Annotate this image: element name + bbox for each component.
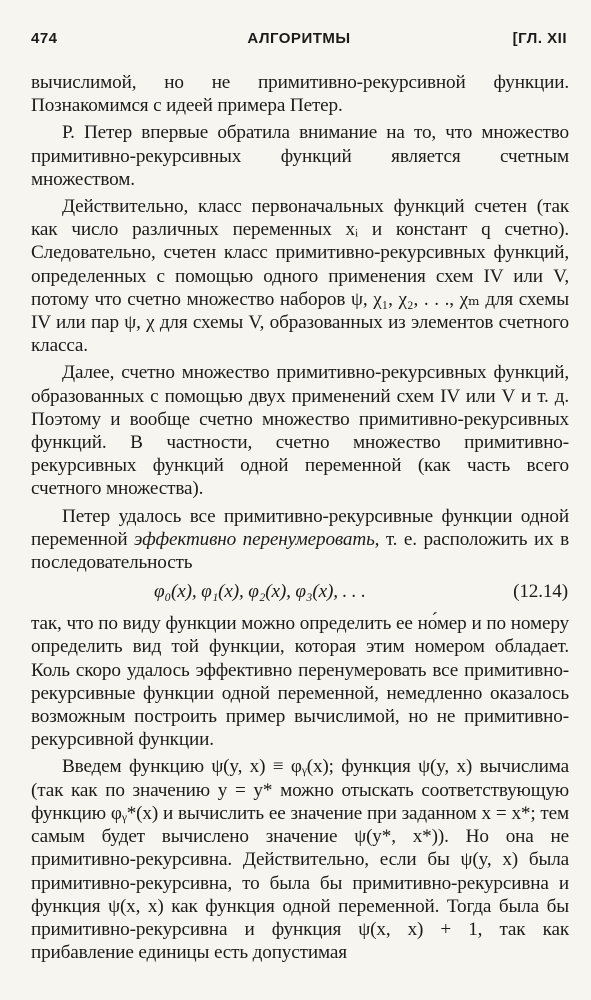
paragraph: Р. Петер впервые обратила внимание на то, что множество примитивно-рекурсивных функций является счетным множеством. [31, 122, 569, 190]
paragraph: Далее, счетно множество примитивно-рекурсивных функций, образованных с помощью двух применений схем IV или V и т. д. Поэтому и вообще счетно множество примитивно-рекурсивных функций. В частности, счетно множество примитивно-рекурсивных функций одной переменной (как часть всего счетного множества). [31, 362, 569, 500]
paragraph: так, что по виду функции можно определить ее но́мер и по номеру определить вид той функции, которая этим номером обладает. Коль скоро удалось эффективно перенумеровать все примитивно-рекурсивные функции одной переменной, немедленно оказалось возможным построить пример вычислимой, но не примитивно-рекурсивной функции. [31, 613, 569, 751]
paragraph-text: Петер удалось все примитивно-рекурсивные функции одной переменной [31, 505, 569, 550]
chapter-label: [ГЛ. XII [512, 30, 567, 47]
paragraph: вычислимой, но не примитивно-рекурсивной функции. Познакомимся с идеей примера Петер. [31, 72, 569, 117]
paragraph: Действительно, класс первоначальных функций счетен (так как число различных переменных xᵢ и констант q счетно). Следовательно, счетен класс примитивно-рекурсивных функций, определенных с помощью одного применения схем IV или V, потому что счетно множество наборов ψ, χ₁, χ₂, . . ., χₘ для схемы IV или пар ψ, χ для схемы V, образованных из элементов счетного класса. [31, 196, 569, 357]
paragraph: Введем функцию ψ(y, x) ≡ φᵧ(x); функция ψ(y, x) вычислима (так как по значению y = y* можно отыскать соответствующую функцию φᵧ*(x) и вычислить ее значение при заданном x = x*; тем самым будет вычислено значение ψ(y*, x*)). Но она не примитивно-рекурсивна. Действительно, если бы ψ(y, x) была примитивно-рекурсивна, то была бы примитивно-рекурсивна и функция ψ(x, x) как функция одной переменной. Тогда была бы примитивно-рекурсивна и функция ψ(x, x) + 1, так как прибавление единицы есть допустимая [31, 756, 569, 964]
numbered-formula [31, 578, 569, 608]
paragraph [31, 505, 569, 575]
emphasis-text: эффективно перенумеровать [134, 528, 375, 550]
body-text [31, 71, 569, 968]
paragraph-text: , т. е. расположить их в последовательность [31, 528, 569, 574]
formula-expression: φ₀(x), φ₁(x), φ₂(x), φ₃(x), . . . [154, 581, 366, 603]
page-number: 474 [31, 30, 58, 47]
formula-number: (12.14) [513, 581, 568, 603]
page-header [31, 30, 567, 56]
running-title: АЛГОРИТМЫ [247, 30, 351, 47]
